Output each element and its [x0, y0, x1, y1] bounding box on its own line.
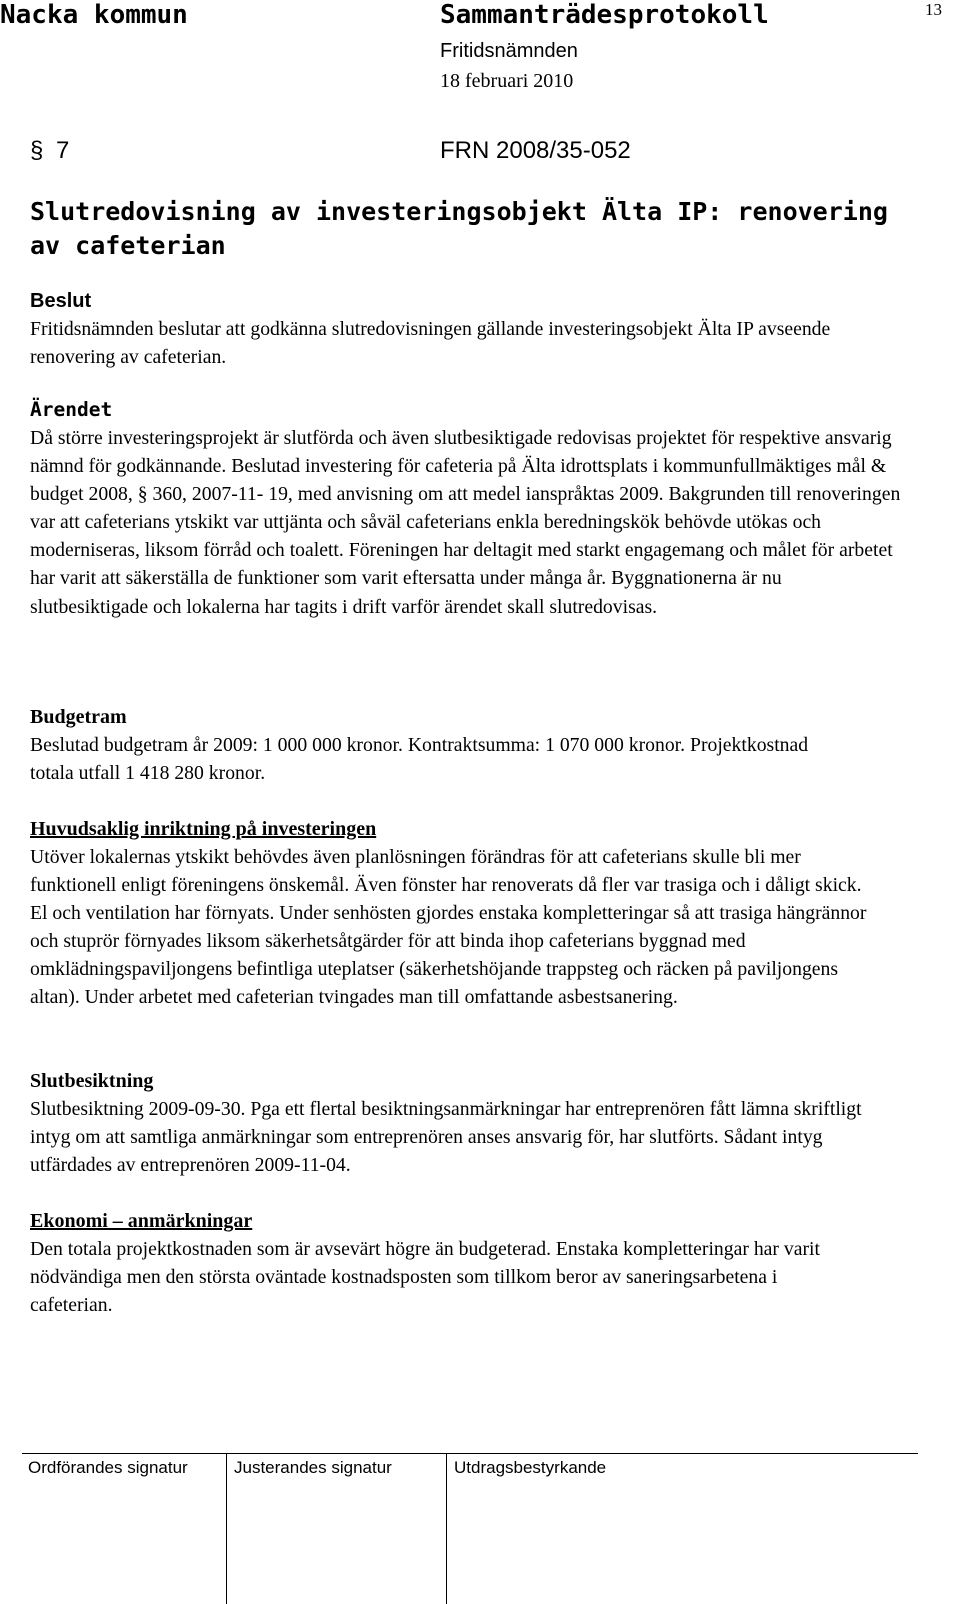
- beslut-heading: Beslut: [30, 290, 92, 312]
- committee-name: Fritidsnämnden: [440, 40, 578, 62]
- arendet-text-part2: 360, 2007-11- 19, med anvisning om att medel ianspråktas 2009. Bakgrunden till renoveringen var att cafeterians ytskikt var uttjänta och såväl cafeterians enkla beredningskök behövde utökas och moderniseras, liksom förråd och toalett. Föreningen har deltagit med starkt engagemang och målet för arbetet har varit att säkerställa de funktioner som varit eftersatta under många år. Byggnationerna är nu slutbesiktigade och lokalerna har tagits i drift varför ärendet skall slutredovisas.: [30, 483, 901, 618]
- adjuster-signature-label: Justerandes signatur: [234, 1458, 392, 1477]
- meeting-date: 18 februari 2010: [440, 70, 574, 92]
- arendet-section-mark: §: [137, 483, 148, 506]
- signature-divider-1: [226, 1454, 227, 1604]
- inriktning-text: Utöver lokalernas ytskikt behövdes även planlösningen förändras för att cafeterians skulle bli mer funktionell enligt föreningens önskemål. Även fönster har renoverats då fler var trasiga och i dåligt skick. El och ventilation har förnyats. Under senhösten gjordes enstaka kompletteringar så att trasiga hängrännor och stuprör förnyades liksom säkerhetsåtgärder för att binda ihop cafeterians byggnad med omklädningspaviljongens befintliga uteplatser (säkerhetshöjande trappsteg och räcken på paviljongens altan). Under arbetet med cafeterian tvingades man till omfattande asbestsanering.: [30, 846, 867, 1009]
- section-arendet: [30, 396, 910, 621]
- signature-divider-2: [446, 1454, 447, 1604]
- arendet-text-part1: Då större investeringsprojekt är slutförda och även slutbesiktigade redovisas projektet för respektive ansvarig nämnd för godkännande. Beslutad investering för cafeteria på Älta idrottsplats i kommunfullmäktiges mål & budget 2008,: [30, 427, 892, 506]
- arendet-heading: Ärendet: [30, 398, 113, 421]
- section-budgetram: [30, 703, 910, 787]
- item-title: [30, 195, 888, 263]
- budgetram-heading: Budgetram: [30, 706, 127, 728]
- signature-table: [22, 1453, 918, 1604]
- ekonomi-heading: Ekonomi – anmärkningar: [30, 1210, 253, 1232]
- ekonomi-text: Den totala projektkostnaden som är avsevärt högre än budgeterad. Enstaka kompletteringar har varit nödvändiga men den största oväntade kostnadsposten som tillkom beror av saneringsarbetena i cafeterian.: [30, 1238, 820, 1317]
- section-inriktning: [30, 815, 910, 1012]
- certifier-label: Utdragsbestyrkande: [454, 1458, 607, 1477]
- section-beslut: [30, 287, 910, 371]
- document-type: Sammanträdesprotokoll: [440, 0, 769, 30]
- budgetram-text: Beslutad budgetram år 2009: 1 000 000 kronor. Kontraktsumma: 1 070 000 kronor. Projektkostnad totala utfall 1 418 280 kronor.: [30, 734, 809, 785]
- case-reference: FRN 2008/35-052: [440, 137, 631, 164]
- section-slutbesiktning: [30, 1067, 910, 1179]
- page-number: 13: [925, 0, 942, 19]
- item-number-line: [30, 137, 69, 165]
- org-name: Nacka kommun: [0, 0, 188, 30]
- item-title-line1: Slutredovisning av investeringsobjekt Älta IP: renovering: [30, 197, 888, 226]
- beslut-text: Fritidsnämnden beslutar att godkänna slutredovisningen gällande investeringsobjekt Älta IP avseende renovering av cafeterian.: [30, 318, 831, 369]
- section-ekonomi: [30, 1207, 910, 1319]
- section-mark: §: [30, 137, 44, 164]
- item-number: 7: [56, 137, 70, 164]
- slutbesiktning-text: Slutbesiktning 2009-09-30. Pga ett flertal besiktningsanmärkningar har entreprenören fått lämna skriftligt intyg om att samtliga anmärkningar som entreprenören anses ansvarig för, har slutförts. Sådant intyg utfärdades av entreprenören 2009-11-04.: [30, 1098, 862, 1177]
- slutbesiktning-heading: Slutbesiktning: [30, 1070, 154, 1092]
- chair-signature-label: Ordförandes signatur: [28, 1458, 188, 1477]
- item-title-line2: av cafeterian: [30, 231, 226, 260]
- inriktning-heading: Huvudsaklig inriktning på investeringen: [30, 818, 377, 840]
- arendet-text: [30, 424, 902, 621]
